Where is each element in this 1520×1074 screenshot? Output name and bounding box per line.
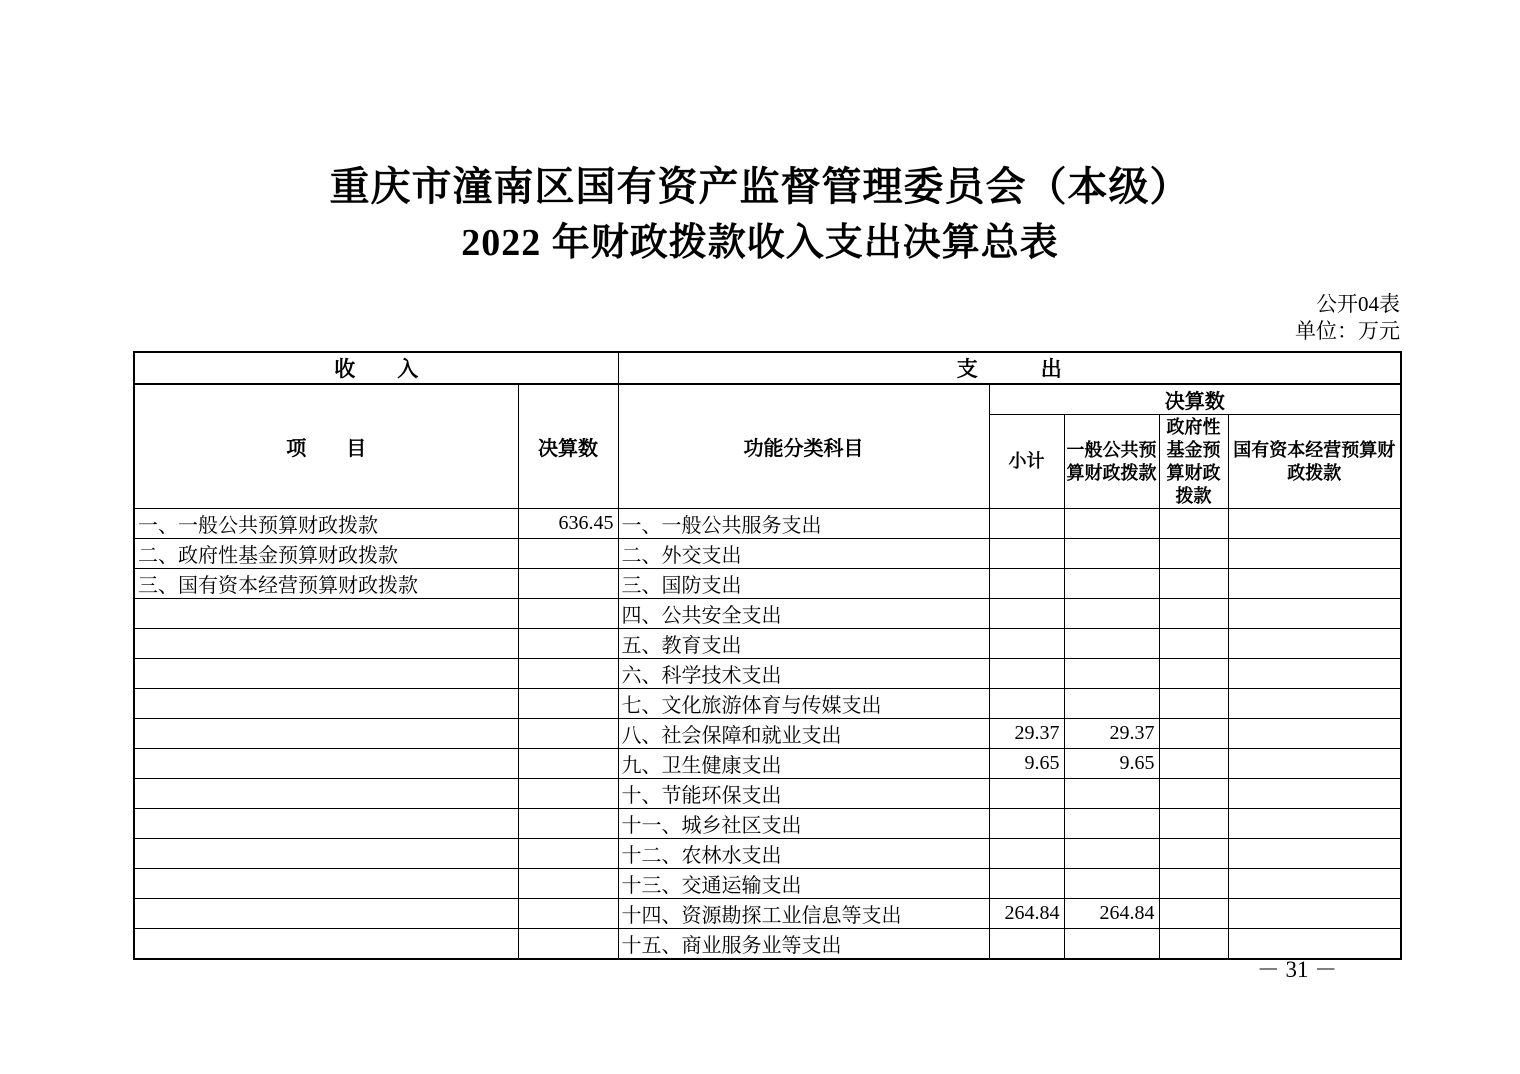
expense-gov-fund-cell [1159,539,1228,569]
table-meta [1295,291,1400,345]
income-item-cell: 三、国有资本经营预算财政拨款 [134,569,518,599]
expense-general-budget-cell: 264.84 [1064,899,1159,929]
income-value-cell [518,719,618,749]
expense-gov-fund-cell [1159,809,1228,839]
income-value-cell [518,539,618,569]
expense-item-cell: 一、一般公共服务支出 [618,509,989,539]
expense-general-budget-cell [1064,509,1159,539]
table-row [134,839,1401,869]
income-item-cell [134,749,518,779]
income-item-cell [134,629,518,659]
expense-item-cell: 八、社会保障和就业支出 [618,719,989,749]
fiscal-table [133,351,1402,960]
page-number: － 31 － [1256,957,1338,982]
table-row [134,509,1401,539]
table-row [134,659,1401,689]
table-row [134,779,1401,809]
income-value-cell [518,839,618,869]
expense-section-header: 支 出 [618,352,1401,384]
expense-general-budget-cell: 29.37 [1064,719,1159,749]
expense-subtotal-cell [989,539,1064,569]
column-header-row-1 [134,384,1401,415]
expense-state-capital-cell [1228,749,1401,779]
expense-subtotal-cell [989,569,1064,599]
income-value-cell [518,749,618,779]
expense-general-budget-cell [1064,569,1159,599]
income-item-cell [134,659,518,689]
table-row [134,539,1401,569]
expense-subtotal-cell [989,629,1064,659]
expense-subtotal-cell [989,839,1064,869]
table-row [134,719,1401,749]
table-row [134,869,1401,899]
expense-state-capital-cell [1228,599,1401,629]
expense-gov-fund-cell [1159,599,1228,629]
expense-general-budget-cell [1064,659,1159,689]
expense-item-cell: 四、公共安全支出 [618,599,989,629]
general-budget-column-header: 一般公共预算财政拨款 [1064,415,1159,509]
income-value-cell [518,899,618,929]
expense-item-cell: 十四、资源勘探工业信息等支出 [618,899,989,929]
expense-general-budget-cell [1064,809,1159,839]
income-value-cell: 636.45 [518,509,618,539]
expense-gov-fund-cell [1159,749,1228,779]
expense-item-cell: 十五、商业服务业等支出 [618,929,989,960]
income-item-cell [134,869,518,899]
expense-subtotal-cell: 29.37 [989,719,1064,749]
expense-general-budget-cell [1064,629,1159,659]
expense-general-budget-cell [1064,689,1159,719]
expense-state-capital-cell [1228,839,1401,869]
expense-general-budget-cell [1064,839,1159,869]
expense-final-amount-header: 决算数 [989,384,1401,415]
table-row [134,569,1401,599]
income-item-cell [134,929,518,960]
title-line-1: 重庆市潼南区国有资产监督管理委员会（本级） [329,164,1191,209]
expense-item-cell: 九、卫生健康支出 [618,749,989,779]
title-line-2: 2022 年财政拨款收入支出决算总表 [461,222,1059,264]
expense-subtotal-cell: 264.84 [989,899,1064,929]
expense-subtotal-cell [989,869,1064,899]
expense-gov-fund-cell [1159,899,1228,929]
income-item-cell [134,779,518,809]
expense-general-budget-cell [1064,599,1159,629]
function-category-header: 功能分类科目 [618,384,989,509]
expense-subtotal-cell [989,779,1064,809]
table-row [134,629,1401,659]
income-item-cell [134,599,518,629]
expense-general-budget-cell [1064,539,1159,569]
income-item-cell [134,719,518,749]
expense-gov-fund-cell [1159,719,1228,749]
table-body [134,509,1401,960]
income-item-cell [134,809,518,839]
expense-state-capital-cell [1228,689,1401,719]
expense-general-budget-cell [1064,779,1159,809]
expense-state-capital-cell [1228,719,1401,749]
income-value-cell [518,629,618,659]
income-item-cell: 一、一般公共预算财政拨款 [134,509,518,539]
expense-state-capital-cell [1228,569,1401,599]
state-capital-column-header: 国有资本经营预算财政拨款 [1228,415,1401,509]
expense-subtotal-cell [989,689,1064,719]
expense-item-cell: 七、文化旅游体育与传媒支出 [618,689,989,719]
expense-state-capital-cell [1228,809,1401,839]
income-value-cell [518,929,618,960]
expense-state-capital-cell [1228,539,1401,569]
form-number-label: 公开04表 [1316,292,1400,316]
expense-item-cell: 五、教育支出 [618,629,989,659]
table-row [134,809,1401,839]
expense-item-cell: 三、国防支出 [618,569,989,599]
table-row [134,899,1401,929]
expense-item-cell: 六、科学技术支出 [618,659,989,689]
expense-state-capital-cell [1228,509,1401,539]
expense-item-cell: 二、外交支出 [618,539,989,569]
expense-subtotal-cell [989,659,1064,689]
income-item-cell [134,689,518,719]
expense-gov-fund-cell [1159,869,1228,899]
income-value-cell [518,599,618,629]
expense-gov-fund-cell [1159,839,1228,869]
expense-item-cell: 十一、城乡社区支出 [618,809,989,839]
subtotal-column-header: 小计 [989,415,1064,509]
income-value-cell [518,569,618,599]
income-value-cell [518,869,618,899]
table-row [134,599,1401,629]
expense-item-cell: 十二、农林水支出 [618,839,989,869]
unit-label: 单位：万元 [1295,319,1400,343]
expense-general-budget-cell [1064,869,1159,899]
income-value-cell [518,809,618,839]
expense-subtotal-cell [989,509,1064,539]
expense-state-capital-cell [1228,869,1401,899]
income-item-cell: 二、政府性基金预算财政拨款 [134,539,518,569]
section-header-row [134,352,1401,384]
item-column-header: 项 目 [134,384,518,509]
expense-state-capital-cell [1228,779,1401,809]
table-row [134,749,1401,779]
expense-subtotal-cell [989,599,1064,629]
gov-fund-column-header: 政府性基金预算财政拨款 [1159,415,1228,509]
table-row [134,689,1401,719]
expense-general-budget-cell: 9.65 [1064,749,1159,779]
expense-general-budget-cell [1064,929,1159,960]
expense-gov-fund-cell [1159,629,1228,659]
income-value-cell [518,779,618,809]
income-value-cell [518,659,618,689]
page-title [0,158,1520,272]
expense-subtotal-cell [989,809,1064,839]
expense-gov-fund-cell [1159,569,1228,599]
expense-gov-fund-cell [1159,659,1228,689]
expense-subtotal-cell [989,929,1064,960]
expense-item-cell: 十三、交通运输支出 [618,869,989,899]
income-section-header: 收 入 [134,352,618,384]
expense-state-capital-cell [1228,659,1401,689]
expense-gov-fund-cell [1159,509,1228,539]
income-item-cell [134,899,518,929]
income-value-cell [518,689,618,719]
expense-subtotal-cell: 9.65 [989,749,1064,779]
income-item-cell [134,839,518,869]
expense-state-capital-cell [1228,629,1401,659]
expense-gov-fund-cell [1159,689,1228,719]
expense-state-capital-cell [1228,899,1401,929]
expense-item-cell: 十、节能环保支出 [618,779,989,809]
expense-gov-fund-cell [1159,779,1228,809]
income-final-amount-header: 决算数 [518,384,618,509]
